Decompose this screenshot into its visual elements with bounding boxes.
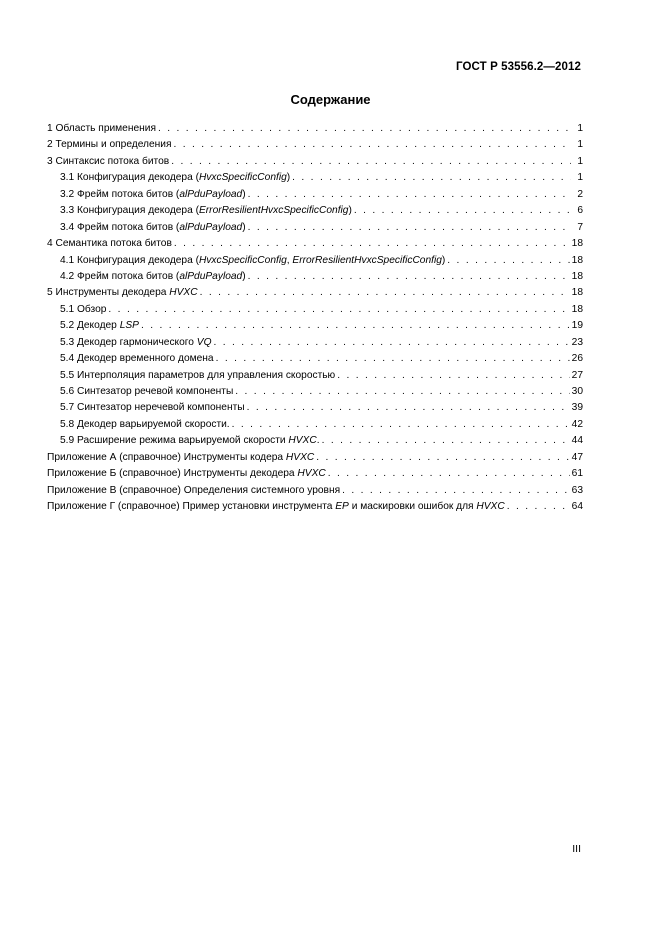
toc-label-italic: HvxcSpecificConfig [198, 172, 287, 184]
toc-label-text: Приложение А (справочное) Инструменты кодера [47, 451, 286, 463]
toc-label-italic: VQ [196, 336, 212, 348]
toc-entry-page: 47 [571, 451, 583, 463]
toc-entry[interactable] [47, 187, 583, 203]
toc-entry-label [60, 220, 246, 236]
toc-label-text: 5.2 Декодер [60, 320, 120, 332]
toc-entry-label [47, 236, 172, 252]
toc-entry-page: 19 [571, 320, 583, 332]
toc-entry[interactable] [47, 466, 583, 482]
toc-label-italic: HVXC [476, 501, 505, 513]
toc-entry[interactable] [47, 483, 583, 499]
toc-label-text: 5.7 Синтезатор неречевой компоненты [60, 402, 245, 414]
toc-label-text: 3.3 Конфигурация декодера ( [60, 205, 199, 217]
toc-entry-page: 23 [571, 336, 583, 348]
toc-label-text: 5.8 Декодер варьируемой скорости. [60, 418, 230, 430]
toc-label-text: 2 Термины и определения [47, 139, 172, 151]
toc-label-text: 5.3 Декодер гармонического [60, 336, 197, 348]
toc-label-text: 5.1 Обзор [60, 303, 107, 315]
toc-label-text: 3 Синтаксис потока битов [47, 155, 170, 167]
toc-dot-leader [171, 154, 571, 170]
toc-entry-page: 18 [571, 238, 583, 250]
toc-label-italic: HVXC [285, 451, 315, 463]
toc-entry[interactable] [47, 450, 583, 466]
toc-entry[interactable] [47, 253, 583, 269]
toc-entry[interactable] [47, 203, 583, 219]
toc-entry-label [47, 285, 198, 301]
toc-entry[interactable] [47, 400, 583, 416]
toc-entry-page: 18 [571, 287, 583, 299]
toc-label-italic: alPduPayload [179, 188, 243, 200]
toc-label-italic: ErrorResilientHvxcSpecificConfig [198, 205, 349, 217]
toc-label-text: и маскировки ошибок для [348, 501, 477, 513]
toc-entry-page: 18 [571, 303, 583, 315]
toc-dot-leader [248, 269, 570, 285]
toc-label-text: Приложение В (справочное) Определения системного уровня [47, 484, 341, 496]
toc-entry-page: 1 [577, 172, 583, 184]
toc-label-italic: ErrorResilientHvxcSpecificConfig [292, 254, 442, 266]
toc-label-text: 4 Семантика потока битов [47, 238, 172, 250]
toc-entry-label [47, 154, 169, 170]
toc-entry[interactable] [47, 433, 583, 449]
toc-entry-page: 30 [571, 386, 583, 397]
document-number: ГОСТ Р 53556.2—2012 [456, 61, 581, 73]
toc-entry[interactable] [47, 236, 583, 252]
toc-dot-leader [216, 351, 570, 367]
toc-label-italic: HVXC [169, 287, 198, 299]
toc-entry-label [60, 253, 445, 269]
toc-dot-leader [447, 253, 569, 269]
toc-dot-leader [354, 203, 571, 219]
toc-entry[interactable] [47, 351, 583, 367]
toc-entry-label [47, 450, 314, 466]
toc-dot-leader [247, 400, 570, 416]
toc-label-text: ) [286, 172, 291, 184]
toc-label-text: Приложение Б (справочное) Инструменты декодера [47, 468, 298, 480]
toc-label-italic: alPduPayload [179, 221, 243, 233]
toc-entry-label [60, 351, 214, 367]
toc-dot-leader [248, 187, 571, 203]
toc-entry[interactable] [47, 121, 583, 137]
table-of-contents [47, 121, 583, 516]
toc-entry-label [47, 466, 326, 482]
toc-label-text: 5.9 Расширение режима варьируемой скорости [60, 435, 289, 447]
toc-label-text: 5 Инструменты декодера [47, 287, 170, 299]
toc-entry-page: 7 [577, 221, 583, 233]
toc-entry-page: 26 [571, 353, 583, 365]
toc-entry[interactable] [47, 417, 583, 433]
toc-entry-label [60, 335, 212, 351]
toc-label-text: 4.2 Фрейм потока битов ( [60, 270, 180, 282]
toc-entry[interactable] [47, 384, 583, 400]
toc-entry-label [60, 203, 352, 219]
toc-label-text: Приложение Г (справочное) Пример установки инструмента [47, 501, 336, 513]
toc-dot-leader [141, 318, 570, 334]
toc-entry-page: 61 [571, 468, 583, 480]
toc-entry-label [60, 417, 230, 433]
toc-dot-leader [173, 137, 571, 153]
toc-dot-leader [322, 433, 570, 449]
toc-dot-leader [214, 335, 570, 351]
toc-label-text: 3.1 Конфигурация декодера ( [60, 172, 199, 184]
toc-entry-page: 18 [571, 254, 583, 266]
toc-entry-page: 1 [577, 155, 583, 167]
toc-dot-leader [174, 236, 570, 252]
toc-entry-page: 2 [577, 188, 583, 200]
toc-dot-leader [200, 285, 570, 301]
toc-entry[interactable] [47, 220, 583, 236]
toc-label-italic: LSP [119, 320, 139, 332]
page-title: Содержание [290, 92, 371, 107]
toc-dot-leader [337, 368, 569, 384]
toc-entry[interactable] [47, 499, 583, 515]
toc-label-italic: alPduPayload [179, 270, 243, 282]
toc-entry-page: 27 [571, 369, 583, 381]
toc-entry-page: 18 [571, 270, 583, 282]
toc-entry-page: 1 [577, 139, 583, 151]
toc-entry-page: 39 [571, 402, 583, 414]
toc-label-text: ) [242, 188, 246, 200]
toc-entry[interactable] [47, 170, 583, 186]
toc-label-text: 5.5 Интерполяция параметров для управления скоростью [60, 369, 336, 381]
toc-entry-label [47, 483, 340, 499]
page-number: III [572, 843, 581, 855]
toc-entry[interactable] [47, 302, 583, 318]
toc-label-text: 3.4 Фрейм потока битов ( [60, 221, 180, 233]
toc-dot-leader [328, 466, 570, 482]
toc-entry-label [60, 302, 106, 318]
toc-label-italic: HVXC [288, 435, 317, 447]
toc-label-text: , [286, 254, 293, 266]
toc-entry[interactable] [47, 318, 583, 334]
toc-entry-label [60, 170, 290, 186]
toc-entry[interactable] [47, 285, 583, 301]
toc-label-text: . [316, 435, 320, 447]
toc-entry[interactable] [47, 368, 583, 384]
toc-label-text: 5.6 Синтезатор речевой компоненты [60, 386, 234, 397]
toc-label-text: ) [242, 221, 246, 233]
toc-entry[interactable] [47, 154, 583, 170]
toc-label-text: ) [242, 270, 246, 282]
toc-dot-leader [248, 220, 571, 236]
toc-dot-leader [342, 483, 570, 499]
toc-entry-label [60, 368, 335, 384]
toc-label-text: 5.4 Декодер временного домена [60, 353, 214, 365]
toc-entry-label [47, 121, 156, 137]
toc-label-italic: HVXC [297, 468, 326, 480]
toc-entry-label [60, 400, 245, 416]
toc-dot-leader [316, 450, 569, 466]
toc-dot-leader [235, 384, 569, 400]
toc-label-italic: EP [335, 501, 349, 513]
toc-entry[interactable] [47, 269, 583, 285]
toc-entry-label [60, 384, 233, 400]
toc-entry-page: 1 [577, 123, 583, 134]
toc-dot-leader [108, 302, 569, 318]
toc-entry-label [47, 499, 505, 515]
toc-label-text: ) [441, 254, 446, 266]
toc-entry-label [60, 269, 246, 285]
toc-label-text: 1 Область применения [47, 123, 156, 134]
toc-label-text: 3.2 Фрейм потока битов ( [60, 188, 180, 200]
toc-entry-page: 63 [571, 484, 583, 496]
toc-entry[interactable] [47, 137, 583, 153]
toc-entry-page: 64 [571, 501, 583, 513]
toc-entry-page: 44 [571, 435, 583, 447]
toc-label-text: 4.1 Конфигурация декодера ( [60, 254, 199, 266]
toc-entry[interactable] [47, 335, 583, 351]
toc-label-text: ) [348, 205, 352, 217]
toc-dot-leader [158, 121, 571, 137]
toc-entry-label [60, 187, 246, 203]
toc-entry-label [47, 137, 171, 153]
toc-dot-leader [507, 499, 570, 515]
toc-entry-page: 6 [577, 205, 583, 217]
toc-entry-page: 42 [571, 418, 583, 430]
toc-entry-label [60, 433, 320, 449]
toc-dot-leader [292, 170, 571, 186]
toc-dot-leader [232, 417, 570, 433]
toc-entry-label [60, 318, 139, 334]
toc-label-italic: HvxcSpecificConfig [198, 254, 287, 266]
